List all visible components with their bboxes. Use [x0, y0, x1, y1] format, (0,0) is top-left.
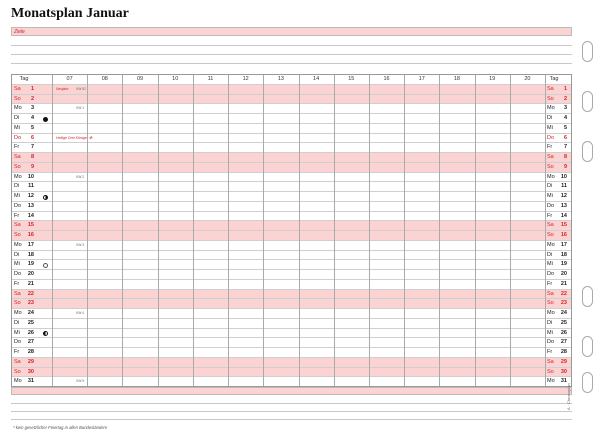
day-number-right: 29	[560, 358, 567, 365]
day-row[interactable]	[12, 181, 571, 191]
month-grid	[11, 74, 572, 387]
day-number-right: 30	[560, 368, 567, 375]
day-number-right: 25	[560, 319, 567, 326]
day-row[interactable]	[12, 142, 571, 152]
day-row[interactable]	[12, 103, 571, 113]
day-number: 30	[27, 368, 34, 375]
footnote: * kein gesetzlicher Feiertag in allen Bundesländern	[13, 425, 108, 430]
day-number-right: 15	[560, 222, 567, 229]
day-number-right: 22	[560, 290, 567, 297]
goals-label: Ziele	[14, 29, 25, 35]
day-number-right: 23	[560, 300, 567, 307]
day-number: 17	[27, 241, 34, 248]
week-number: KW 1	[76, 106, 84, 111]
day-number-right: 1	[563, 86, 567, 92]
day-weekday: Di	[14, 319, 20, 326]
day-row[interactable]	[12, 172, 571, 182]
hour-header: 18	[453, 76, 460, 82]
day-weekday: Sa	[14, 154, 21, 161]
day-row[interactable]	[12, 259, 571, 269]
day-weekday: So	[14, 300, 21, 307]
day-weekday-right: Sa	[547, 154, 554, 161]
week-number: KW 2	[76, 174, 84, 179]
day-weekday-right: Mo	[547, 105, 555, 112]
day-number: 13	[27, 202, 34, 209]
grid-column-line	[52, 75, 53, 386]
day-number-right: 4	[563, 115, 567, 122]
day-row[interactable]	[12, 220, 571, 230]
binder-hole	[582, 91, 593, 112]
day-row[interactable]	[12, 133, 571, 143]
day-weekday-right: Mi	[547, 124, 553, 131]
day-weekday: Fr	[14, 212, 20, 219]
day-weekday: Do	[14, 271, 22, 278]
grid-column-line	[510, 75, 511, 386]
day-row[interactable]	[12, 240, 571, 250]
day-number: 6	[30, 134, 34, 141]
day-row[interactable]	[12, 347, 571, 357]
day-weekday-right: Mi	[547, 329, 553, 336]
grid-column-line	[439, 75, 440, 386]
day-number-right: 18	[560, 251, 567, 258]
day-row[interactable]	[12, 162, 571, 172]
day-weekday: Fr	[14, 349, 20, 356]
day-row[interactable]	[12, 328, 571, 338]
day-number: 12	[27, 193, 34, 200]
day-number-right: 7	[563, 144, 567, 151]
day-weekday: Mo	[14, 173, 22, 180]
grid-column-line	[299, 75, 300, 386]
hour-header: 16	[383, 76, 390, 82]
hour-header: 15	[348, 76, 355, 82]
day-weekday-right: Mo	[547, 173, 555, 180]
hour-header: 14	[313, 76, 320, 82]
moon-phase-icon	[43, 263, 48, 268]
day-number: 28	[27, 349, 34, 356]
day-weekday-right: Di	[547, 183, 553, 190]
day-row[interactable]	[12, 298, 571, 308]
day-number-right: 14	[560, 212, 567, 219]
day-number-right: 28	[560, 349, 567, 356]
hour-header: 07	[66, 76, 73, 82]
hour-header: 09	[136, 76, 144, 82]
day-number: 5	[30, 124, 34, 131]
day-number-right: 3	[563, 105, 567, 112]
binder-hole	[582, 141, 593, 162]
day-weekday-right: Mi	[547, 261, 553, 268]
day-weekday: Mo	[14, 310, 22, 317]
day-weekday-right: Mo	[547, 241, 555, 248]
goal-line	[11, 45, 572, 46]
day-weekday-right: Di	[547, 319, 553, 326]
day-weekday-right: Do	[547, 134, 555, 141]
day-number-right: 8	[563, 154, 567, 161]
day-number: 15	[27, 222, 34, 229]
day-row[interactable]	[12, 211, 571, 221]
grid-column-line	[334, 75, 335, 386]
day-number: 9	[30, 163, 34, 170]
week-number: KW 5	[76, 379, 84, 384]
footer-line	[11, 419, 572, 420]
day-number: 7	[30, 144, 34, 151]
week-number: KW 3	[76, 242, 84, 247]
day-number-right: 5	[563, 124, 567, 131]
grid-column-line	[369, 75, 370, 386]
binder-hole	[582, 41, 593, 62]
hour-header: 08	[101, 76, 108, 82]
grid-column-line	[545, 75, 546, 386]
hour-header: 12	[242, 76, 249, 82]
grid-column-line	[193, 75, 194, 386]
day-weekday-right: Fr	[547, 144, 553, 151]
day-number: 31	[27, 378, 34, 385]
day-weekday: Mo	[14, 105, 22, 112]
day-number-right: 11	[561, 183, 567, 190]
binder-hole	[582, 336, 593, 357]
goal-line	[11, 63, 572, 64]
day-weekday: Sa	[14, 222, 21, 229]
footer-band	[11, 387, 572, 395]
day-number-right: 6	[563, 134, 567, 141]
day-weekday: Fr	[14, 280, 20, 287]
header-day-label: Tag	[19, 76, 29, 82]
day-row[interactable]	[12, 152, 571, 162]
day-number: 1	[30, 86, 34, 92]
day-row[interactable]	[12, 84, 571, 94]
side-label: A · Chronoplan	[566, 383, 571, 410]
day-number: 25	[27, 319, 34, 326]
day-note: Neujahr	[56, 87, 69, 91]
day-number-right: 13	[560, 202, 567, 209]
day-weekday-right: So	[547, 300, 554, 307]
day-number: 3	[30, 105, 34, 112]
day-weekday-right: Sa	[547, 358, 554, 365]
day-number-right: 9	[563, 163, 567, 170]
day-number: 27	[27, 339, 34, 346]
moon-phase-icon	[43, 117, 48, 122]
footer-line	[11, 411, 572, 412]
day-weekday: Di	[14, 183, 20, 190]
day-weekday: Di	[14, 251, 20, 258]
grid-column-line	[404, 75, 405, 386]
day-number: 26	[27, 329, 34, 336]
day-number: 23	[27, 300, 34, 307]
day-row[interactable]	[12, 308, 571, 318]
binder-hole	[582, 372, 593, 393]
day-weekday-right: Mi	[547, 193, 553, 200]
day-row[interactable]	[12, 367, 571, 377]
day-weekday-right: Do	[547, 339, 555, 346]
day-row[interactable]	[12, 123, 571, 133]
day-weekday-right: So	[547, 163, 554, 170]
day-weekday-right: Mo	[547, 378, 555, 385]
day-weekday: Do	[14, 134, 22, 141]
day-weekday-right: So	[547, 368, 554, 375]
day-weekday: Do	[14, 339, 22, 346]
day-number: 11	[28, 183, 34, 190]
day-number-right: 12	[560, 193, 567, 200]
day-number: 29	[27, 358, 34, 365]
day-row[interactable]	[12, 289, 571, 299]
day-weekday-right: Di	[547, 115, 553, 122]
day-weekday: Sa	[14, 86, 21, 92]
hour-header: 19	[489, 76, 496, 82]
day-number-right: 24	[560, 310, 567, 317]
day-number: 10	[27, 173, 34, 180]
grid-column-line	[87, 75, 88, 386]
goals-header	[11, 27, 572, 36]
day-number-right: 27	[560, 339, 567, 346]
grid-column-line	[475, 75, 476, 386]
day-weekday-right: Mo	[547, 310, 555, 317]
day-weekday: So	[14, 95, 21, 102]
day-number: 16	[27, 232, 34, 239]
goal-line	[11, 54, 572, 55]
day-weekday: Mi	[14, 329, 20, 336]
hour-header: 11	[207, 76, 214, 82]
day-number-right: 19	[560, 261, 567, 268]
day-number-right: 20	[560, 271, 567, 278]
day-weekday: So	[14, 368, 21, 375]
day-number-right: 26	[560, 329, 567, 336]
day-row[interactable]	[12, 230, 571, 240]
day-weekday-right: Do	[547, 202, 555, 209]
day-number: 19	[27, 261, 34, 268]
day-weekday: Fr	[14, 144, 20, 151]
day-number: 2	[30, 95, 34, 102]
day-weekday-right: Sa	[547, 290, 554, 297]
day-number: 8	[30, 154, 34, 161]
day-number-right: 21	[560, 280, 567, 287]
day-weekday: Do	[14, 202, 22, 209]
day-weekday-right: Fr	[547, 349, 553, 356]
day-weekday: Sa	[14, 290, 21, 297]
day-row[interactable]	[12, 113, 571, 123]
header-day-label-right: Tag	[549, 76, 559, 82]
moon-phase-icon	[43, 195, 48, 200]
day-row[interactable]	[12, 191, 571, 201]
day-weekday-right: Di	[547, 251, 553, 258]
day-row[interactable]	[12, 337, 571, 347]
day-number-right: 2	[563, 95, 567, 102]
day-number-right: 31	[560, 378, 567, 385]
day-number: 14	[27, 212, 34, 219]
day-row[interactable]	[12, 279, 571, 289]
day-weekday: Mi	[14, 261, 20, 268]
grid-column-line	[228, 75, 229, 386]
day-weekday-right: Do	[547, 271, 555, 278]
day-weekday-right: So	[547, 232, 554, 239]
grid-column-line	[158, 75, 159, 386]
moon-phase-icon	[43, 331, 48, 336]
day-row[interactable]	[12, 318, 571, 328]
day-weekday: Di	[14, 115, 20, 122]
day-row[interactable]	[12, 357, 571, 367]
day-number: 22	[27, 290, 34, 297]
day-number: 18	[27, 251, 34, 258]
day-weekday-right: Sa	[547, 86, 554, 92]
binder-hole	[582, 286, 593, 307]
day-weekday: Mi	[14, 193, 20, 200]
day-weekday: Sa	[14, 358, 21, 365]
day-number: 4	[30, 115, 34, 122]
grid-column-line	[122, 75, 123, 386]
hour-header: 13	[277, 76, 284, 82]
day-note: Heilige Drei Könige* ✠	[56, 135, 93, 140]
day-weekday: Mo	[14, 378, 22, 385]
day-weekday: So	[14, 163, 21, 170]
day-weekday: Mi	[14, 124, 20, 131]
day-number-right: 17	[560, 241, 567, 248]
day-number-right: 10	[560, 173, 567, 180]
day-number: 21	[27, 280, 34, 287]
page-title: Monatsplan Januar	[11, 6, 129, 21]
day-number: 20	[27, 271, 34, 278]
day-row[interactable]	[12, 250, 571, 260]
hour-header: 10	[172, 76, 179, 82]
day-weekday-right: Fr	[547, 212, 553, 219]
day-weekday-right: Sa	[547, 222, 554, 229]
day-number: 24	[27, 310, 34, 317]
day-row[interactable]	[12, 376, 571, 386]
week-number: KW 4	[76, 311, 84, 316]
day-row[interactable]	[12, 94, 571, 104]
grid-column-line	[263, 75, 264, 386]
day-row[interactable]	[12, 201, 571, 211]
day-number-right: 16	[560, 232, 567, 239]
hour-header: 17	[418, 76, 425, 82]
day-weekday: Mo	[14, 241, 22, 248]
day-weekday-right: Fr	[547, 280, 553, 287]
week-number: KW 52	[76, 87, 86, 91]
footer-line	[11, 403, 572, 404]
day-weekday-right: So	[547, 95, 554, 102]
day-row[interactable]	[12, 269, 571, 279]
day-weekday: So	[14, 232, 21, 239]
hour-header: 20	[524, 76, 531, 82]
